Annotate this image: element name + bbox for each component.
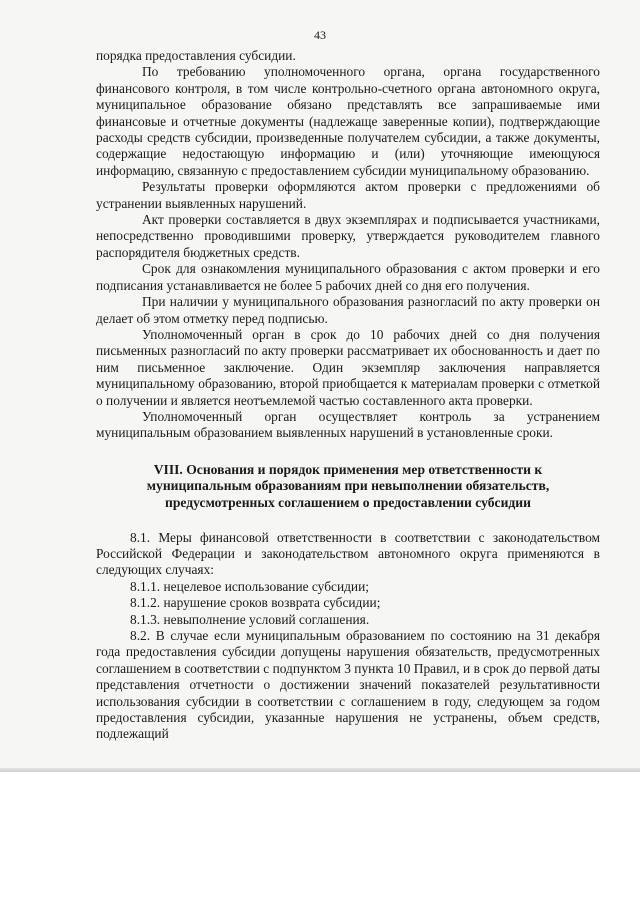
paragraph: При наличии у муниципального образования разногласий по акту проверки он делает об этом отметку перед подписью.: [96, 294, 600, 326]
paragraph: Срок для ознакомления муниципального образования с актом проверки и его подписания устанавливается не более 5 рабочих дней со дня его получения.: [96, 261, 600, 293]
paragraph: По требованию уполномоченного органа, органа государственного финансового контроля, в том числе контрольно-счетного органа автономного округа, муниципальное образование обязано представлять все запрашиваемые ими финансовые и отчетные документы (надлежаще заверенные копии), подтверждающие расходы средств субсидии, произведенные получателем субсидии, а также документы, содержащие недостающую информацию и (или) уточняющие имеющуюся информацию, связанную с предоставлением субсидии муниципальному образованию.: [96, 64, 600, 178]
clause-item: 8.1.2. нарушение сроков возврата субсидии;: [130, 595, 381, 611]
clause-item: 8.1.3. невыполнение условий соглашения.: [130, 611, 370, 627]
paragraph: Акт проверки составляется в двух экземплярах и подписывается участниками, непосредственно проводившими проверку, утверждается руководителем главного распорядителя бюджетных средств.: [96, 212, 600, 260]
paragraph: Результаты проверки оформляются актом проверки с предложениями об устранении выявленных нарушений.: [96, 179, 600, 211]
section-heading-line: VIII. Основания и порядок применения мер ответственности к: [153, 461, 543, 477]
page-number: 43: [314, 28, 326, 42]
paragraph: порядка предоставления субсидии.: [96, 48, 296, 63]
section-heading: [96, 462, 600, 512]
paragraph: Уполномоченный орган в срок до 10 рабочих дней со дня получения письменных разногласий по акту проверки рассматривает их обоснованность и дает по ним письменное заключение. Один экземпляр заключения направляется муниципальному образованию, второй приобщается к материалам проверки с отметкой о получении и является неотъемлемой частью составленного акта проверки.: [96, 326, 600, 408]
clause-item: 8.1.1. нецелевое использование субсидии;: [130, 578, 369, 594]
section-heading-line: муниципальным образованиям при невыполнении обязательств,: [146, 478, 550, 494]
clause-paragraph: 8.1. Меры финансовой ответственности в соответствии с законодательством Российской Федерации и законодательством автономного округа применяются в следующих случаях:: [96, 529, 600, 578]
section-heading-line: предусмотренных соглашением о предоставлении субсидии: [165, 494, 531, 510]
document-body: [96, 48, 600, 743]
paragraph: Уполномоченный орган осуществляет контроль за устранением муниципальным образованием выявленных нарушений в установленные сроки.: [96, 408, 600, 441]
clause-paragraph: 8.2. В случае если муниципальным образованием по состоянию на 31 декабря года предоставления субсидии допущены нарушения обязательств, предусмотренных соглашением в соответствии с подпунктом 3 пункта 10 Правил, и в срок до первой даты представления отчетности о достижении значений показателей результативности использования субсидии в соответствии с соглашением в году, следующем за годом предоставления субсидии, указанные нарушения не устранены, объем средств, подлежащий: [96, 627, 600, 742]
